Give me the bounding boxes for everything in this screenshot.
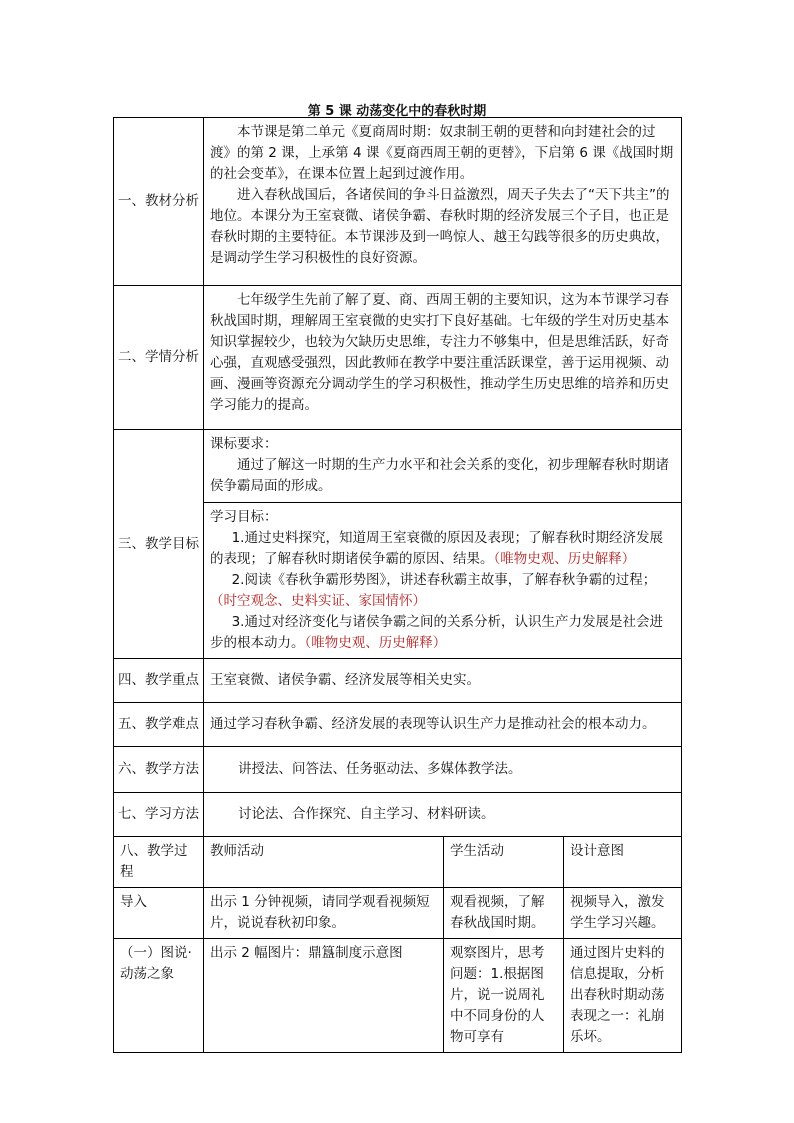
column-header: 八、教学过程: [114, 837, 204, 888]
paragraph: 进入春秋战国后，各诸侯间的争斗日益激烈，周天子失去了“天下共主”的地位。本课分为王室衰微、诸侯争霸、春秋时期的经济发展三个子目，也正是春秋时期的主要特征。本节课涉及到一鸣惊人、越王勾践等很多的历史典故，是调动学生学习积极性的良好资源。: [210, 187, 670, 266]
section-content: 讲授法、问答法、任务驱动法、多媒体教学法。: [204, 747, 682, 793]
section-content: 通过学习春秋争霸、经济发展的表现等认识生产力是推动社会的根本动力。: [204, 703, 682, 747]
student-activity-cell: 观看视频，了解春秋战国时期。: [444, 888, 564, 939]
section-row: [114, 747, 682, 793]
paragraph: 通过了解这一时期的生产力水平和社会关系的变化，初步理解春秋时期诸侯争霸局面的形成。: [210, 457, 669, 494]
paragraph: 本节课是第二单元《夏商周时期：奴隶制王朝的更替和向封建社会的过渡》的第 2 课，上承第 4 课《夏商西周王朝的更替》，下启第 6 课《战国时期的社会变革》，在课本位置上起到过渡作用。: [210, 124, 674, 182]
goal-text: 3.通过对经济变化与诸侯争霸之间的关系分析，认识生产力发展是社会进步的根本动力。: [210, 614, 663, 651]
goal-text: 1.通过史料探究，知道周王室衰微的原因及表现；了解春秋时期经济发展的表现；了解春秋时期诸侯争霸的原因、结果。: [210, 530, 663, 567]
section-row: [114, 430, 682, 659]
section-label: 一、教材分析: [114, 118, 204, 286]
section-row: [114, 286, 682, 430]
section-label: 五、教学难点: [114, 703, 204, 747]
stage-cell: （一）图说·动荡之象: [114, 939, 204, 1053]
literacy-tag: （唯物史观、历史解释）: [493, 551, 636, 567]
section-label: 四、教学重点: [114, 659, 204, 703]
student-activity-cell: 观察图片，思考问题：1.根据图片，说一说周礼中不同身份的人物可享有: [444, 939, 564, 1053]
page-title: 第 5 课 动荡变化中的春秋时期: [307, 104, 487, 119]
section-row: [114, 659, 682, 703]
section-content: [204, 430, 682, 659]
literacy-tag: （时空观念、史料实证、家国情怀）: [210, 593, 426, 609]
literacy-tag: （唯物史观、历史解释）: [304, 635, 447, 651]
section-label: 二、学情分析: [114, 286, 204, 430]
paragraph: 七年级学生先前了解了夏、商、西周王朝的主要知识，这为本节课学习春秋战国时期，理解周王室衰微的史实打下良好基础。七年级的学生对历史基本知识掌握较少，也较为欠缺历史思维，专注力不够集中，但是思维活跃，好奇心强，直观感受强烈，因此教师在教学中要注重活跃课堂，善于运用视频、动画、漫画等资源充分调动学生的学习积极性，推动学生历史思维的培养和历史学习能力的提高。: [210, 292, 669, 413]
section-label: 七、学习方法: [114, 793, 204, 837]
design-intent-cell: 视频导入，激发学生学习兴趣。: [564, 888, 682, 939]
section-row: [114, 793, 682, 837]
stage-cell: 导入: [114, 888, 204, 939]
goal-item: [210, 570, 675, 612]
column-header: 教师活动: [204, 837, 444, 888]
teacher-activity-cell: 出示 2 幅图片：鼎簋制度示意图: [204, 939, 444, 1053]
design-intent-cell: 通过图片史料的信息提取，分析出春秋时期动荡表现之一：礼崩乐坏。: [564, 939, 682, 1053]
process-row: [114, 939, 682, 1053]
section-content: 讨论法、合作探究、自主学习、材料研读。: [204, 793, 682, 837]
goal-item: [210, 528, 675, 570]
teacher-activity-cell: 出示 1 分钟视频，请同学观看视频短片，说说春秋初印象。: [204, 888, 444, 939]
section-content: [204, 118, 682, 286]
section-content: [204, 286, 682, 430]
goal-item: [210, 612, 675, 654]
lesson-plan-table: [113, 117, 682, 1053]
learning-goals: [204, 503, 681, 658]
curriculum-standard: [204, 430, 681, 503]
subheading: 课标要求：: [210, 436, 278, 452]
column-header: 学生活动: [444, 837, 564, 888]
section-row: [114, 703, 682, 747]
section-content: 王室衰微、诸侯争霸、经济发展等相关史实。: [204, 659, 682, 703]
subheading: 学习目标：: [210, 509, 278, 525]
section-label: 三、教学目标: [114, 430, 204, 659]
column-header: 设计意图: [564, 837, 682, 888]
process-row: [114, 888, 682, 939]
process-header-row: [114, 837, 682, 888]
section-row: [114, 118, 682, 286]
goal-text: 2.阅读《春秋争霸形势图》，讲述春秋霸主故事，了解春秋争霸的过程；: [231, 572, 657, 588]
section-label: 六、教学方法: [114, 747, 204, 793]
